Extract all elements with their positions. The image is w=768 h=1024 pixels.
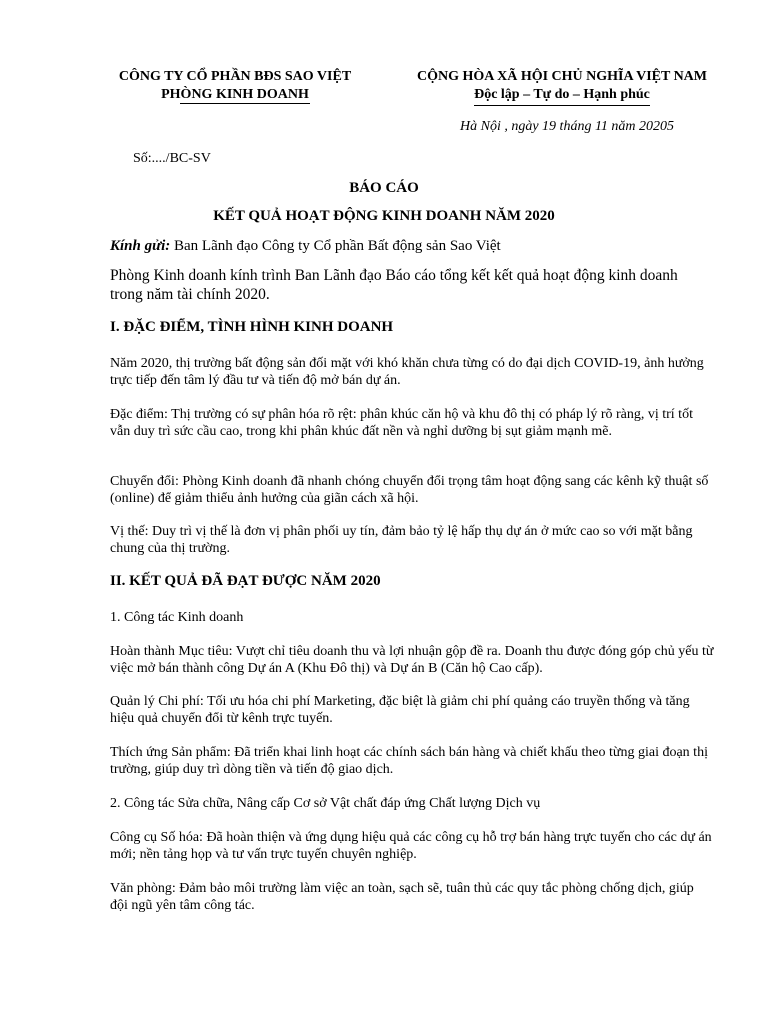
recipient-line [110, 238, 501, 255]
subsection-1-paragraph: Thích ứng Sản phẩm: Đã triển khai linh hoạt các chính sách bán hàng và chiết khấu theo từng giai đoạn thị trường, giúp duy trì dòng tiền và tiến độ giao dịch. [110, 745, 708, 777]
subsection-1-paragraph: Hoàn thành Mục tiêu: Vượt chỉ tiêu doanh thu và lợi nhuận gộp đề ra. Doanh thu được đóng góp chủ yếu từ việc mở bán thành công Dự án A (Khu Đô thị) và Dự án B (Căn hộ Cao cấp). [110, 644, 714, 676]
subsection-1-paragraph: Quản lý Chi phí: Tối ưu hóa chi phí Marketing, đặc biệt là giảm chi phí quảng cáo truyền thống và tăng hiệu quả chuyển đổi từ kênh trực tuyến. [110, 694, 690, 726]
national-motto: Độc lập – Tự do – Hạnh phúc [474, 86, 650, 106]
section-1-paragraph: Đặc điểm: Thị trường có sự phân hóa rõ rệt: phân khúc căn hộ và khu đô thị có pháp lý rõ ràng, vị trí tốt vẫn duy trì sức cầu cao, trong khi phân khúc đất nền và nghỉ dưỡng bị sụt giảm mạnh mẽ. [110, 407, 693, 439]
national-title: CỘNG HÒA XÃ HỘI CHỦ NGHĨA VIỆT NAM [416, 69, 707, 84]
company-name: CÔNG TY CỔ PHẦN BĐS SAO VIỆT [118, 69, 352, 84]
section-2-heading: II. KẾT QUẢ ĐÃ ĐẠT ĐƯỢC NĂM 2020 [110, 573, 381, 589]
subsection-2-paragraph: Công cụ Số hóa: Đã hoàn thiện và ứng dụng hiệu quả các công cụ hỗ trợ bán hàng trực tuyến cho các dự án mới; nền tảng họp và tư vấn trực tuyến chuyên nghiệp. [110, 830, 712, 862]
document-date: Hà Nội , ngày 19 tháng 11 năm 20205 [460, 119, 675, 134]
national-header [394, 68, 730, 106]
section-1-heading: I. ĐẶC ĐIỂM, TÌNH HÌNH KINH DOANH [110, 319, 394, 335]
recipient-label: Kính gửi: [110, 238, 171, 254]
company-underline [180, 103, 310, 104]
intro-paragraph: Phòng Kinh doanh kính trình Ban Lãnh đạo Báo cáo tổng kết kết quả hoạt động kinh doanh trong năm tài chính 2020. [110, 267, 678, 303]
recipient-value: Ban Lãnh đạo Công ty Cổ phần Bất động sản Sao Việt [170, 238, 501, 254]
report-subtitle: KẾT QUẢ HOẠT ĐỘNG KINH DOANH NĂM 2020 [213, 208, 555, 224]
subsection-1-heading: 1. Công tác Kinh doanh [110, 610, 244, 625]
subsection-2-heading: 2. Công tác Sửa chữa, Nâng cấp Cơ sở Vật chất đáp ứng Chất lượng Dịch vụ [110, 796, 541, 811]
section-1-paragraph: Vị thế: Duy trì vị thế là đơn vị phân phối uy tín, đảm bảo tỷ lệ hấp thụ dự án ở mức cao so với mặt bằng chung của thị trường. [110, 524, 693, 556]
report-title: BÁO CÁO [349, 180, 419, 196]
subsection-2-paragraph: Văn phòng: Đảm bảo môi trường làm việc an toàn, sạch sẽ, tuân thủ các quy tắc phòng chống dịch, giúp đội ngũ yên tâm công tác. [110, 881, 694, 913]
department-name: PHÒNG KINH DOANH [161, 87, 309, 102]
section-1-paragraph: Năm 2020, thị trường bất động sản đối mặt với khó khăn chưa từng có do đại dịch COVID-19, ảnh hưởng trực tiếp đến tâm lý đầu tư và tiến độ mở bán dự án. [110, 356, 704, 388]
section-1-paragraph: Chuyển đổi: Phòng Kinh doanh đã nhanh chóng chuyển đổi trọng tâm hoạt động sang các kênh kỹ thuật số (online) để giảm thiểu ảnh hưởng của giãn cách xã hội. [110, 474, 709, 506]
company-header [100, 68, 370, 104]
document-number: Số:..../BC-SV [133, 151, 211, 166]
